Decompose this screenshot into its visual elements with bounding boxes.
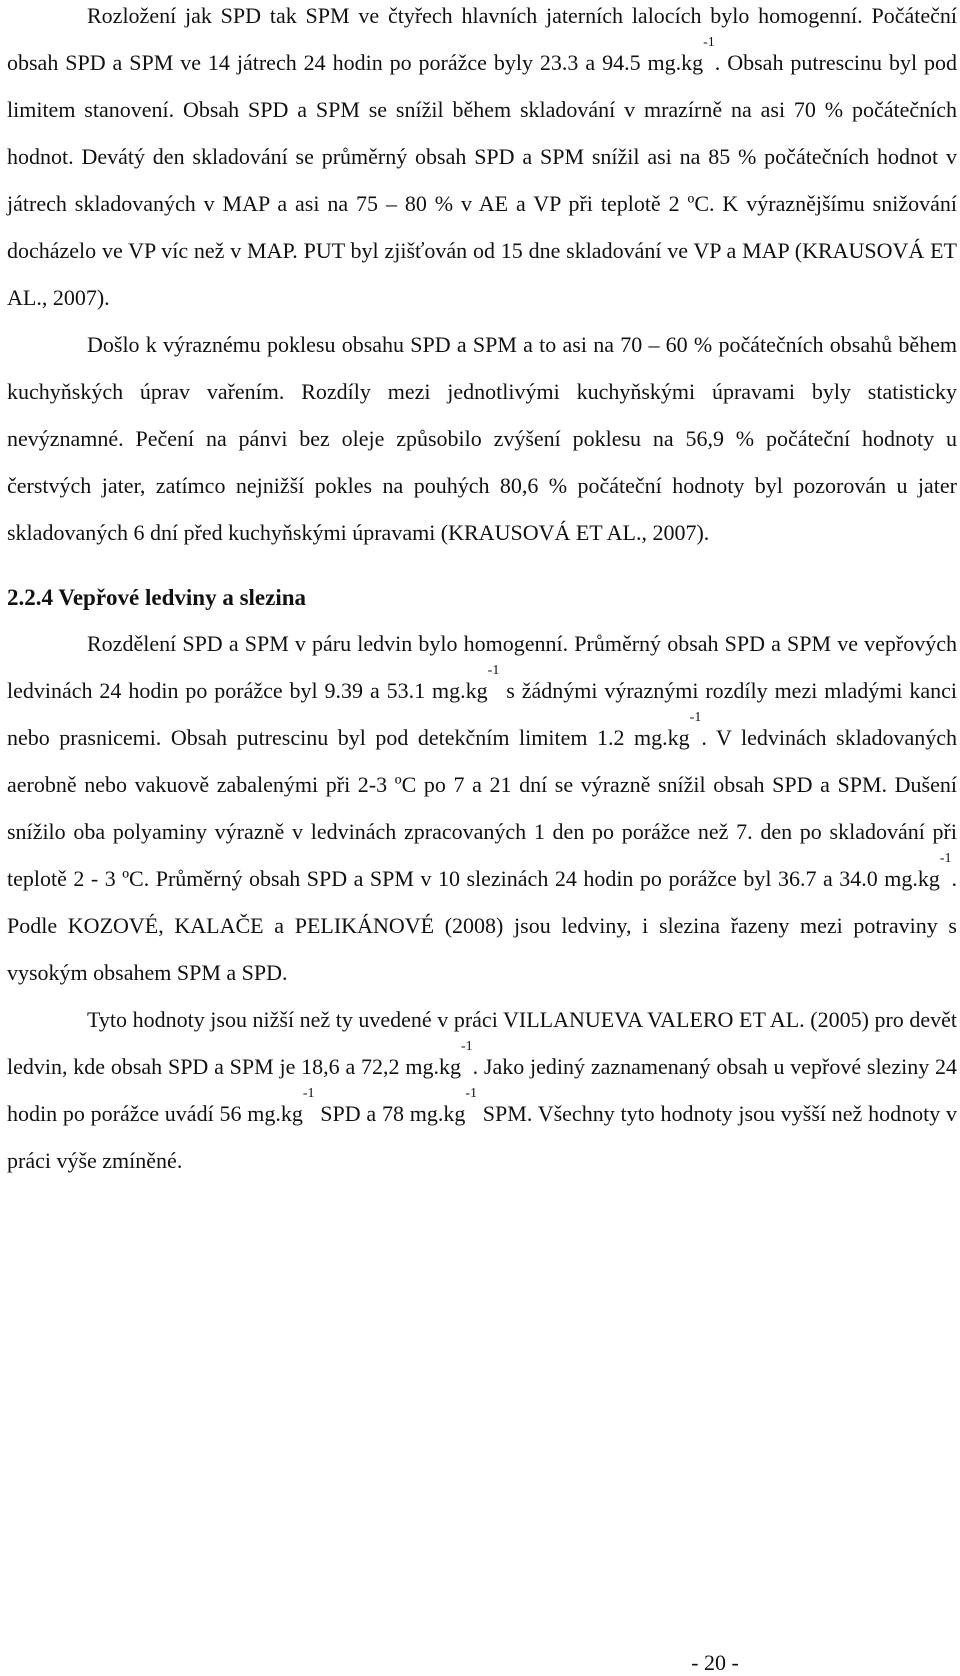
text-run: s žádnými výraznými rozdíly mezi mladými kanci nebo prasnicemi. Obsah putrescinu byl pod detekčním limitem 1.2 mg.kg [7,678,957,750]
text-run: . Obsah putrescinu byl pod limitem stanovení. Obsah SPD a SPM se snížil během skladování v mrazírně na asi 70 % počátečních hodnot. Devátý den skladování se průměrný obsah SPD a SPM snížil asi na 85 % počátečních hodnot v játrech skladovaných v MAP a asi na 75 – 80 % v AE a VP při teplotě 2 ºC. K výraznějšímu snižování docházelo ve VP víc než v MAP. PUT byl zjišťován od 15 dne skladování ve VP a MAP (KRAUSOVÁ ET AL., 2007). [7,50,958,310]
text-run: SPD a 78 mg.kg [314,1101,466,1126]
superscript: -1 [302,1086,315,1101]
section-number: 2.2.4 [7,585,53,610]
superscript: -1 [465,1086,478,1101]
text-run: Rozdělení SPD a SPM v páru ledvin bylo homogenní. Průměrný obsah SPD a SPM ve vepřových ledvinách 24 hodin po porážce byl 9.39 a 53.1 mg.kg [7,631,957,703]
page-footer [0,1650,960,1676]
text-run: . V ledvinách skladovaných aerobně nebo vakuově zabalenými při 2-3 ºC po 7 a 21 dní se výrazně snížil obsah SPD a SPM. Dušení snížilo oba polyaminy výrazně v ledvinách zpracovaných 1 den po porážce než 7. den po skladování při teplotě 2 - 3 ºC. Průměrný obsah SPD a SPM v 10 slezinách 24 hodin po porážce byl 36.7 a 34.0 mg.kg [7,725,957,891]
superscript: -1 [460,1039,473,1054]
paragraph-liver-distribution [7,0,957,321]
section-heading [7,584,957,612]
text-run: SPM. Všechny tyto hodnoty jsou vyšší než hodnoty v práci výše zmíněné. [7,1101,957,1173]
page-number: - 20 - [691,1650,739,1675]
paragraph-kidney-spleen [7,620,957,996]
text-run: . Podle KOZOVÉ, KALAČE a PELIKÁNOVÉ (2008) jsou ledviny, i slezina řazeny mezi potraviny s vysokým obsahem SPM a SPD. [7,866,957,985]
text-run: . Jako jediný zaznamenaný obsah u vepřové sleziny 24 hodin po porážce uvádí 56 mg.kg [7,1054,957,1126]
superscript: -1 [703,35,715,50]
superscript: -1 [487,663,500,678]
document-page [7,0,957,1184]
text-run: Došlo k výraznému poklesu obsahu SPD a SPM a to asi na 70 – 60 % počátečních obsahů během kuchyňských úprav vařením. Rozdíly mezi jednotlivými kuchyňskými úpravami byly statisticky nevýznamné. Pečení na pánvi bez oleje způsobilo zvýšení poklesu na 56,9 % počáteční hodnoty u čerstvých jater, zatímco nejnižší pokles na pouhých 80,6 % počáteční hodnoty byl pozorován u jater skladovaných 6 dní před kuchyňskými úpravami (KRAUSOVÁ ET AL., 2007). [7,332,957,545]
superscript: -1 [689,710,702,725]
superscript: -1 [939,851,952,866]
text-run: Tyto hodnoty jsou nižší než ty uvedené v práci VILLANUEVA VALERO ET AL. (2005) pro devět ledvin, kde obsah SPD a SPM je 18,6 a 72,2 mg.kg [7,1007,957,1079]
text-run: Rozložení jak SPD tak SPM ve čtyřech hlavních jaterních lalocích bylo homogenní. Počáteční obsah SPD a SPM ve 14 játrech 24 hodin po porážce byly 23.3 a 94.5 mg.kg [7,3,957,75]
section-title: Vepřové ledviny a slezina [58,585,307,610]
paragraph-cooking-decrease [7,321,957,556]
paragraph-comparison [7,996,957,1184]
